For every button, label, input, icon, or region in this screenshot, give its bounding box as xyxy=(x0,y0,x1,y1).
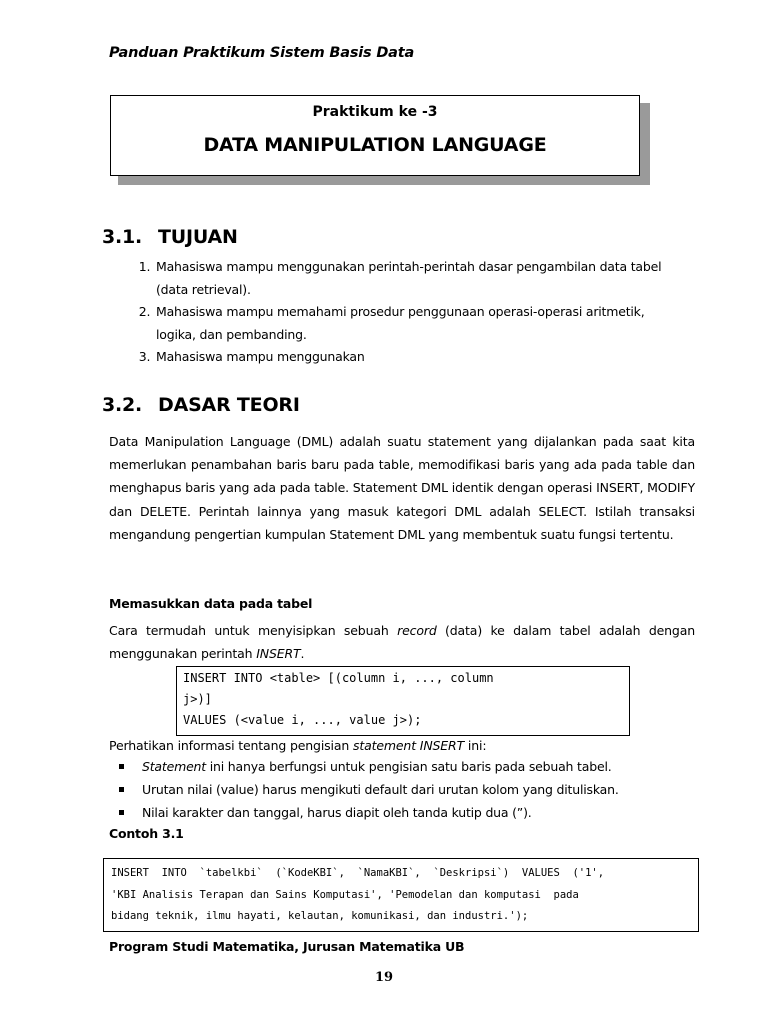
list-item xyxy=(154,346,694,369)
emphasis: statement INSERT xyxy=(352,738,465,753)
goals-list xyxy=(128,256,694,369)
emphasis: Statement xyxy=(142,759,206,774)
practicum-title: DATA MANIPULATION LANGUAGE xyxy=(203,134,547,156)
practicum-number: Praktikum ke -3 xyxy=(312,104,438,120)
section-title: TUJUAN xyxy=(158,226,238,248)
page-number: 19 xyxy=(374,970,394,985)
code-line: 'KBI Analisis Terapan dan Sains Komputasi', 'Pemodelan dan komputasi pada xyxy=(111,888,579,901)
list-item-text: Mahasiswa mampu memahami prosedur penggunaan operasi-operasi aritmetik, xyxy=(156,304,645,319)
footer-program: Program Studi Matematika, Jurusan Matematika UB xyxy=(109,939,465,954)
list-item-text: logika, dan pembanding. xyxy=(156,326,307,342)
list-item xyxy=(154,301,694,346)
list-item xyxy=(154,256,694,301)
code-line: INSERT INTO <table> [(column i, ..., column xyxy=(183,671,494,685)
emphasis: INSERT xyxy=(256,646,301,662)
insert-notes-list xyxy=(118,755,742,824)
code-line: VALUES (<value i, ..., value j>); xyxy=(183,713,422,727)
insert-note xyxy=(109,734,695,757)
list-item-text: Urutan nilai (value) harus mengikuti default dari urutan kolom yang dituliskan. xyxy=(142,782,619,797)
section-heading-dasar-teori xyxy=(102,394,300,416)
list-item xyxy=(142,755,742,778)
list-item-text: Mahasiswa mampu menggunakan perintah-perintah dasar pengambilan data tabel xyxy=(156,259,662,274)
list-item-text: ini hanya berfungsi untuk pengisian satu baris pada sebuah tabel. xyxy=(205,759,612,774)
insert-intro-paragraph xyxy=(109,619,695,665)
section-number: 3.1. xyxy=(102,226,143,248)
example-label: Contoh 3.1 xyxy=(109,826,184,841)
section-title: DASAR TEORI xyxy=(158,394,300,416)
list-item-text: Mahasiswa mampu menggunakan xyxy=(156,349,365,364)
section-heading-tujuan xyxy=(102,226,238,248)
code-line: bidang teknik, ilmu hayati, kelautan, komunikasi, dan industri.'); xyxy=(111,910,529,922)
dml-paragraph: Data Manipulation Language (DML) adalah suatu statement yang dijalankan pada saat kita memerlukan penambahan baris baru pada table, memodifikasi baris yang ada pada table dan menghapus baris yang ada pada table. Statement DML identik dengan operasi INSERT, MODIFY dan DELETE. Perintah lainnya yang masuk kategori DML adalah SELECT. Istilah transaksi mengandung pengertian kumpulan Statement DML yang membentuk suatu fungsi tertentu. xyxy=(109,434,695,542)
document-header: Panduan Praktikum Sistem Basis Data xyxy=(109,45,415,61)
list-item xyxy=(142,778,742,801)
text: Perhatikan informasi tentang pengisian xyxy=(109,738,353,753)
text: (data) ke dalam tabel adalah dengan menggunakan perintah xyxy=(109,623,695,662)
code-line: INSERT INTO `tabelkbi` (`KodeKBI`, `NamaKBI`, `Deskripsi`) VALUES ('1', xyxy=(111,867,605,879)
list-item-text: Nilai karakter dan tanggal, harus diapit oleh tanda kutip dua (”). xyxy=(142,805,532,820)
text: . xyxy=(300,646,305,662)
code-line: j>)] xyxy=(183,692,212,706)
list-item xyxy=(142,801,742,824)
text: ini: xyxy=(464,738,487,753)
example-code-box xyxy=(103,858,699,932)
section-number: 3.2. xyxy=(102,394,143,416)
insert-syntax-box xyxy=(176,666,630,736)
text: Cara termudah untuk menyisipkan sebuah xyxy=(109,623,398,638)
subsection-heading: Memasukkan data pada tabel xyxy=(109,596,313,611)
title-box xyxy=(110,95,640,176)
list-item-text: (data retrieval). xyxy=(156,281,251,297)
emphasis: record xyxy=(397,623,437,638)
